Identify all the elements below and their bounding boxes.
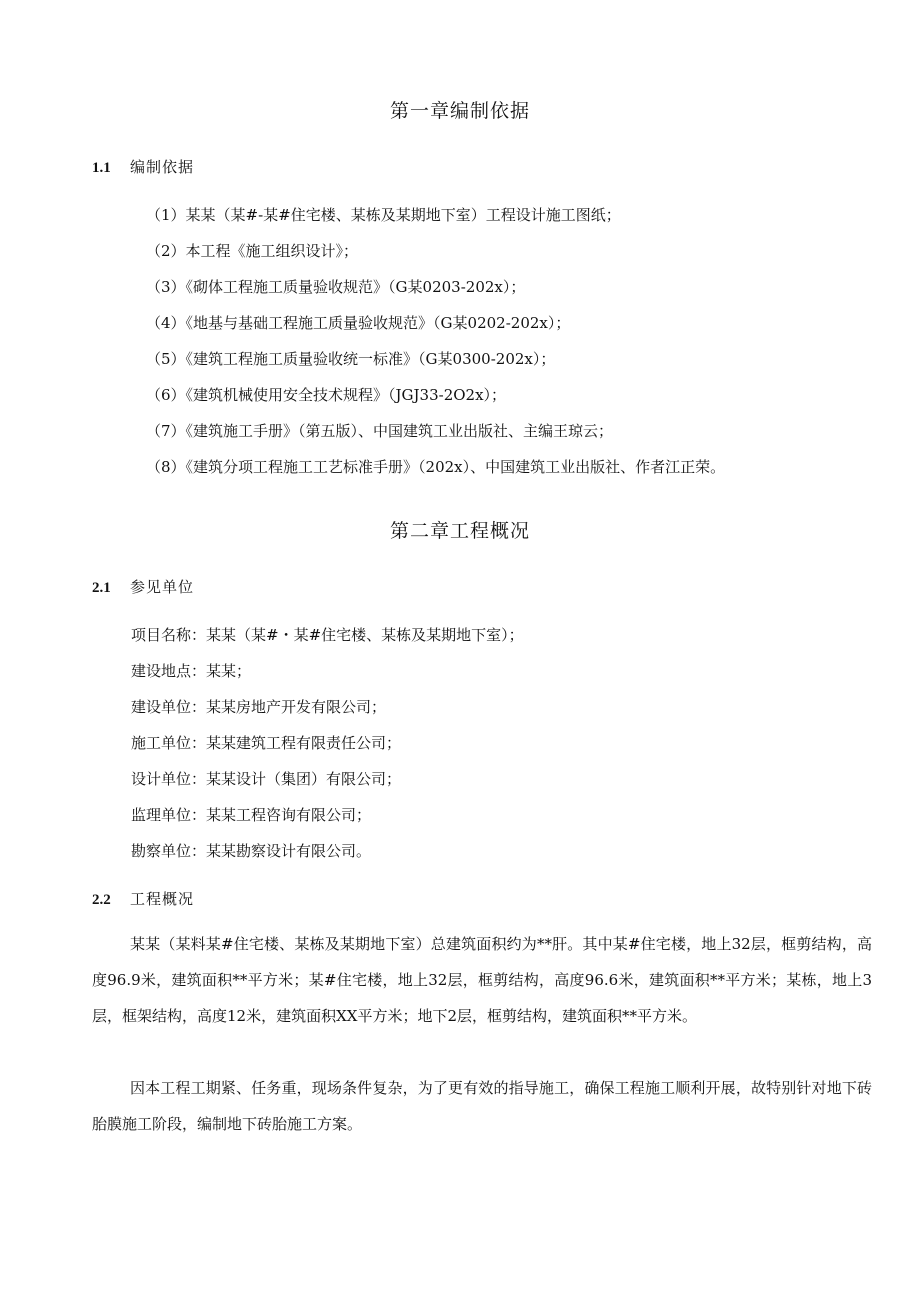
section-number: 1.1 [92, 160, 111, 176]
participant-item: 项目名称：某某（某#・某#住宅楼、某栋及某期地下室）； [131, 626, 524, 644]
reference-item: （2）本工程《施工组织设计》； [146, 242, 359, 260]
participant-item: 监理单位：某某工程咨询有限公司； [131, 806, 372, 824]
reference-item: （6）《建筑机械使用安全技术规程》（JGJ33-2O2x）； [146, 386, 507, 404]
purpose-paragraph: 因本工程工期紧、任务重，现场条件复杂，为了更有效的指导施工，确保工程施工顺利开展，故特别针对地下砖胎膜施工阶段，编制地下砖胎施工方案。 [92, 1079, 872, 1133]
reference-item: （3）《砌体工程施工质量验收规范》（G某0203-202x）； [146, 278, 526, 296]
section-number: 2.2 [92, 892, 111, 908]
reference-item: （4）《地基与基础工程施工质量验收规范》（G某0202-202x）； [146, 314, 571, 332]
reference-item: （5）《建筑工程施工质量验收统一标准》（G某0300-202x）； [146, 350, 556, 368]
section-number: 2.1 [92, 580, 111, 596]
participant-item: 施工单位：某某建筑工程有限责任公司； [131, 734, 402, 752]
section-1-1-heading [92, 156, 194, 177]
reference-item: （7）《建筑施工手册》（第五版）、中国建筑工业出版社、主编王琼云； [146, 422, 614, 440]
section-label: 参见单位 [130, 578, 195, 596]
chapter-1-title: 第一章编制依据 [389, 100, 530, 122]
chapter-2-title: 第二章工程概况 [389, 520, 530, 542]
section-label: 编制依据 [130, 158, 195, 176]
overview-paragraph: 某某（某料某#住宅楼、某栋及某期地下室）总建筑面积约为**肝。其中某#住宅楼，地上32层，框剪结构，高度96.9米，建筑面积**平方米；某#住宅楼，地上32层，框剪结构，高度96.6米，建筑面积**平方米；某栋，地上3层，框架结构，高度12米，建筑面积XX平方米；地下2层，框剪结构，建筑面积**平方米。 [92, 935, 872, 1025]
participant-item: 建设单位：某某房地产开发有限公司； [131, 698, 387, 716]
participant-item: 建设地点：某某； [131, 662, 252, 680]
section-2-2-heading [92, 888, 194, 909]
section-2-1-heading [92, 576, 194, 597]
section-label: 工程概况 [130, 890, 195, 908]
participant-item: 勘察单位：某某勘察设计有限公司。 [131, 842, 372, 860]
reference-item: （8）《建筑分项工程施工工艺标准手册》（202x）、中国建筑工业出版社、作者江正荣。 [146, 458, 726, 476]
participant-item: 设计单位：某某设计（集团）有限公司； [131, 770, 402, 788]
reference-item: （1）某某（某#-某#住宅楼、某栋及某期地下室）工程设计施工图纸； [146, 206, 621, 224]
